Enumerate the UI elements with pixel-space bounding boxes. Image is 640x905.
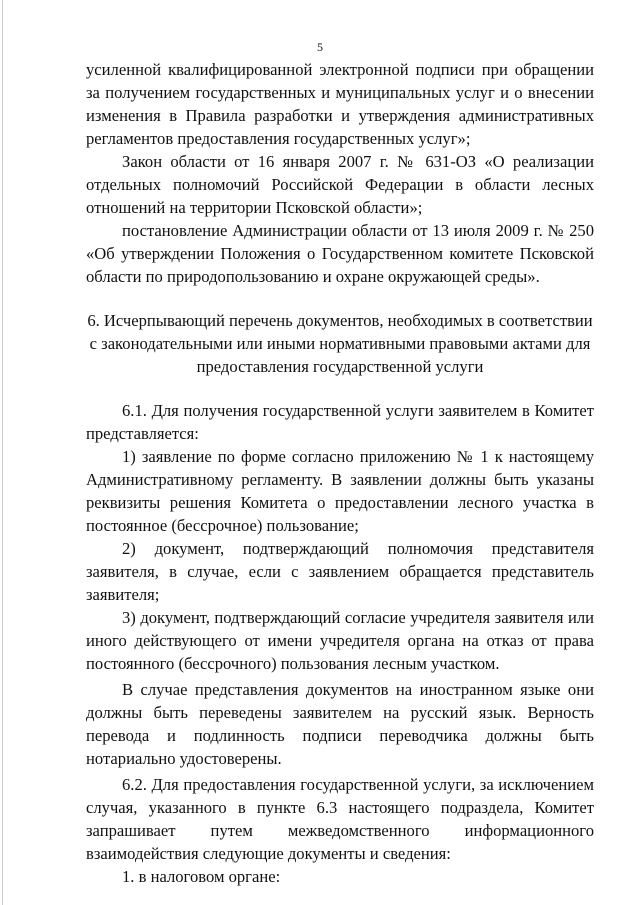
- paragraph-item-1: 1) заявление по форме согласно приложению № 1 к настоящему Административному регламенту. В заявлении должны быть указаны реквизиты решения Комитета о предоставлении лесного участка в постоянное (бессрочное) пользование;: [86, 447, 594, 535]
- paragraph-law-631: Закон области от 16 января 2007 г. № 631-ОЗ «О реализации отдельных полномочий Российской Федерации в области лесных отношений на территории Псковской области»;: [86, 152, 594, 217]
- paragraph-item-3: 3) документ, подтверждающий согласие учредителя заявителя или иного действующего от имени учредителя органа на отказ от права постоянного (бессрочного) пользования лесным участком.: [86, 608, 594, 673]
- paragraph-item-2: 2) документ, подтверждающий полномочия представителя заявителя, в случае, если с заявлением обращается представитель заявителя;: [86, 539, 594, 604]
- document-body: [86, 58, 594, 888]
- section-heading: 6. Исчерпывающий перечень документов, необходимых в соответствии с законодательными или иными нормативными правовыми актами для предоставления государственной услуги: [87, 311, 593, 376]
- page-number: 5: [317, 40, 323, 54]
- paragraph-foreign-language: В случае представления документов на иностранном языке они должны быть переведены заявителем на русский язык. Верность перевода и подлинность подписи переводчика должны быть нотариально удостоверены.: [86, 680, 594, 768]
- paragraph-continuation: усиленной квалифицированной электронной подписи при обращении за получением государственных и муниципальных услуг и о внесении изменения в Правила разработки и утверждения административных регламентов предоставления государственных услуг»;: [86, 60, 594, 148]
- paragraph-6-2: 6.2. Для предоставления государственной услуги, за исключением случая, указанного в пункте 6.3 настоящего подраздела, Комитет запрашивает путем межведомственного информационного взаимодействия следующие документы и сведения:: [86, 775, 594, 863]
- scan-edge-line: [2, 0, 3, 905]
- paragraph-resolution-250: постановление Администрации области от 13 июля 2009 г. № 250 «Об утверждении Положения о Государственном комитете Псковской области по природопользованию и охране окружающей среды».: [86, 221, 594, 286]
- paragraph-6-1: 6.1. Для получения государственной услуги заявителем в Комитет представляется:: [86, 401, 594, 443]
- paragraph-tax-authority: 1. в налоговом органе:: [122, 867, 281, 886]
